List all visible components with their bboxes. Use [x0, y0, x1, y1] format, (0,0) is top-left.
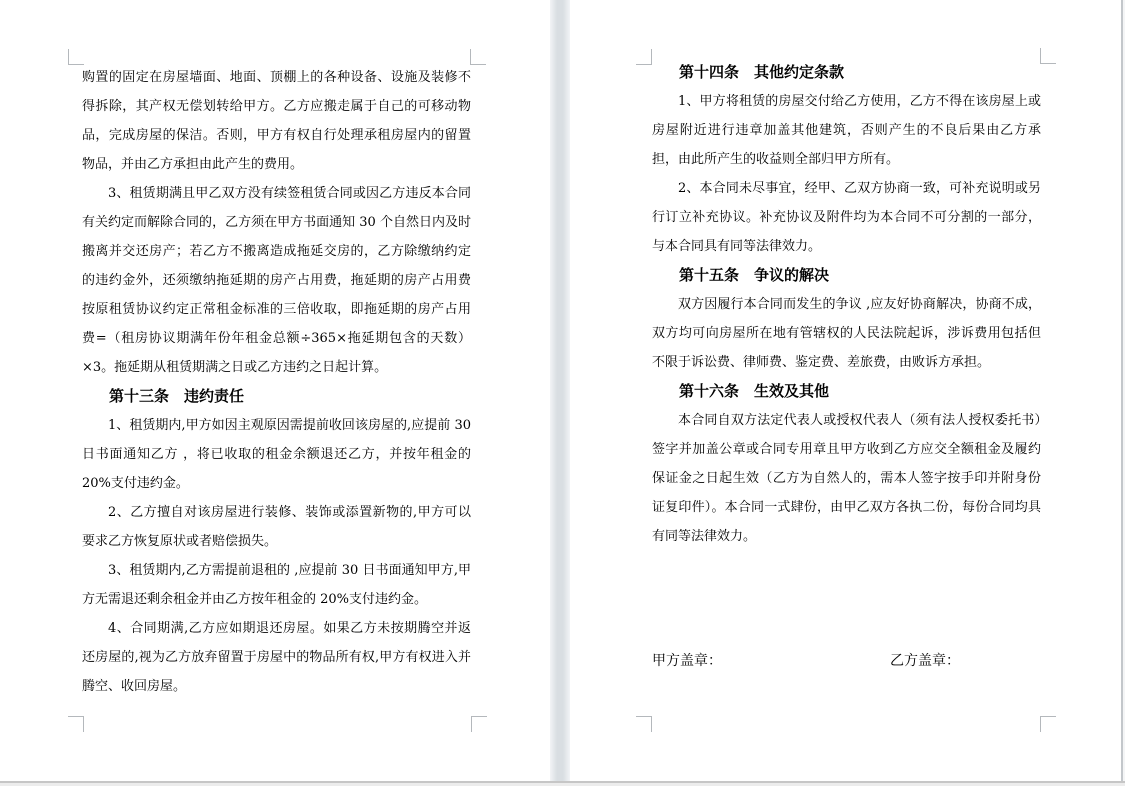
paragraph: 双方因履行本合同而发生的争议 ,应友好协商解决，协商不成，双方均可向房屋所在地有管辖权的人民法院起诉，涉诉费用包括但不限于诉讼费、律师费、鉴定费、差旅费，由败诉方承担。: [652, 297, 1041, 370]
page-gap-divider: [550, 0, 570, 781]
party-b-stamp-label: 乙方盖章：: [890, 653, 960, 669]
section-heading: 第十六条 生效及其他: [679, 382, 830, 400]
section-heading: 第十三条 违约责任: [109, 387, 245, 405]
margin-mark-icon: [1040, 48, 1056, 64]
document-page-right[interactable]: [570, 0, 1121, 781]
paragraph: 4、合同期满,乙方应如期退还房屋。如果乙方未按期腾空并返还房屋的,视为乙方放弃留置于房屋中的物品所有权,甲方有权进入并腾空、收回房屋。: [82, 621, 471, 694]
paragraph: 3、租赁期内,乙方需提前退租的 ,应提前 30 日书面通知甲方,甲方无需退还剩余租金并由乙方按年租金的 20%支付违约金。: [82, 563, 471, 607]
page-bottom-edge: [0, 781, 1125, 786]
section-heading: 第十五条 争议的解决: [679, 266, 830, 284]
document-page-left[interactable]: [0, 0, 550, 781]
margin-mark-icon: [636, 49, 652, 65]
signature-row: [652, 647, 1041, 676]
paragraph: 3、租赁期满且甲乙双方没有续签租赁合同或因乙方违反本合同有关约定而解除合同的，乙方须在甲方书面通知 30 个自然日内及时搬离并交还房产；若乙方不搬离造成拖延交房的，乙方除缴纳约定的违约金外，还须缴纳拖延期的房产占用费，拖延期的房产占用费按原租赁协议约定正常租金标准的三倍收取，即拖延期的房产占用费=（租房协议期满年份年租金总额÷365×拖延期包含的天数）×3。拖延期从租赁期满之日或乙方违约之日起计算。: [82, 186, 471, 375]
margin-mark-icon: [636, 716, 652, 732]
paragraph: 1、甲方将租赁的房屋交付给乙方使用，乙方不得在该房屋上或房屋附近进行违章加盖其他建筑，否则产生的不良后果由乙方承担，由此所产生的收益则全部归甲方所有。: [652, 94, 1041, 167]
margin-mark-icon: [68, 716, 84, 732]
paragraph: 购置的固定在房屋墙面、地面、顶棚上的各种设备、设施及装修不得拆除，其产权无偿划转给甲方。乙方应搬走属于自己的可移动物品，完成房屋的保洁。否则，甲方有权自行处理承租房屋内的留置物品，并由乙方承担由此产生的费用。: [82, 70, 471, 172]
margin-mark-icon: [471, 716, 487, 732]
page-content-right: [652, 58, 1041, 551]
page-content-left: [82, 63, 471, 701]
paragraph: 2、乙方擅自对该房屋进行装修、装饰或添置新物的,甲方可以要求乙方恢复原状或者赔偿损失。: [82, 505, 471, 549]
paragraph: 2、本合同未尽事宜，经甲、乙双方协商一致，可补充说明或另行订立补充协议。补充协议及附件均为本合同不可分割的一部分，与本合同具有同等法律效力。: [652, 181, 1041, 254]
party-a-stamp-label: 甲方盖章：: [652, 653, 722, 669]
section-heading: 第十四条 其他约定条款: [679, 63, 845, 81]
paragraph: 本合同自双方法定代表人或授权代表人（须有法人授权委托书）签字并加盖公章或合同专用章且甲方收到乙方应交全额租金及履约保证金之日起生效（乙方为自然人的，需本人签字按手印并附身份证复印件）。本合同一式肆份，由甲乙双方各执二份，每份合同均具有同等法律效力。: [652, 413, 1041, 544]
margin-mark-icon: [470, 49, 486, 65]
paragraph: 1、租赁期内,甲方如因主观原因需提前收回该房屋的,应提前 30 日书面通知乙方 ，将已收取的租金余额退还乙方，并按年租金的 20%支付违约金。: [82, 418, 471, 491]
window-right-edge: [1121, 0, 1125, 781]
margin-mark-icon: [1040, 716, 1056, 732]
